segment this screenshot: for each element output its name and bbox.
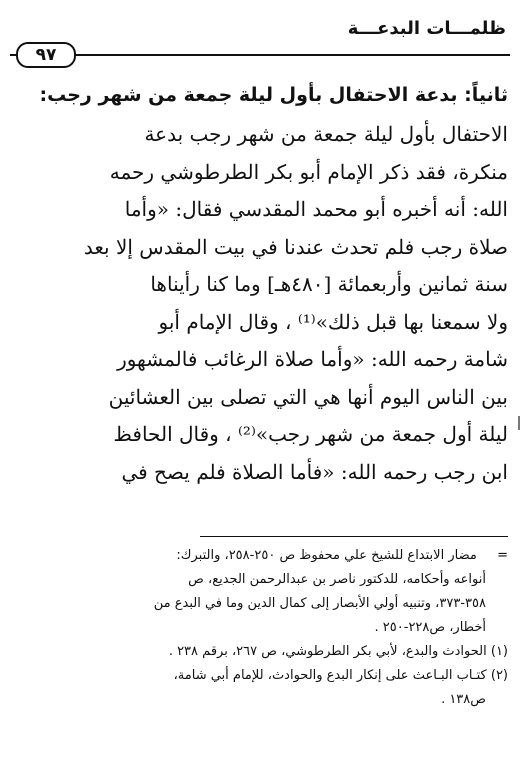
footnote-continuation-text: مضار الابتداع للشيخ علي محفوظ ص ٢٥٠-٢٥٨، والتبرك: [176, 548, 477, 563]
footnote-continuation-line [14, 544, 508, 568]
body-line: سنة ثمانين وأربعمائة [٤٨٠هـ] وما كنا رأيناها [150, 272, 508, 296]
body-line: صلاة رجب فلم تحدث عندنا في بيت المقدس إلا بعد [83, 234, 508, 259]
header-rule [10, 54, 510, 56]
body-line: منكرة، فقد ذكر الإمام أبو بكر الطرطوشي رحمه [109, 159, 508, 184]
page-header [10, 14, 510, 68]
body-line: بين الناس اليوم أنها هي التي تصلى بين العشائين [108, 384, 508, 409]
body-line: ليلة أول جمعة من شهر رجب»⁽²⁾ ، وقال الحافظ [113, 422, 508, 446]
footnote-continuation-line: أنواعه وأحكامه، للدكتور ناصر بن عبدالرحمن الجديع، ص [188, 572, 486, 587]
footnote-2: (٢) كتـاب البـاعث على إنكار البدع والحوادث، للإمام أبي شامة، [173, 668, 508, 683]
body-line: الله: أنه أخبره أبو محمد المقدسي فقال: «وأما [124, 197, 508, 221]
body-line: الاحتفال بأول ليلة جمعة من شهر رجب بدعة [144, 122, 508, 146]
section-heading: ثانياً: بدعة الاحتفال بأول ليلة جمعة من شهر رجب: [39, 84, 508, 106]
body-text [14, 116, 508, 491]
continuation-marker: = [497, 548, 508, 563]
body-line: شامة رحمه الله: «وأما صلاة الرغائب فالمشهور [117, 347, 508, 371]
running-title: ظلمـــات البدعـــة [347, 18, 506, 39]
margin-mark [518, 416, 520, 430]
body-line: ابن رجب رحمه الله: «فأما الصلاة فلم يصح في [121, 459, 508, 484]
footnote-1: (١) الحوادث والبدع، لأبي بكر الطرطوشي، ص ٢٦٧، برقم ٢٣٨ . [168, 644, 508, 659]
page-number: ٩٧ [16, 42, 76, 68]
body-line: ولا سمعنا بها قبل ذلك»⁽¹⁾ ، وقال الإمام أبو [158, 309, 508, 334]
footnotes [14, 544, 508, 712]
footnote-separator [200, 536, 508, 537]
footnote-continuation-line: ٣٥٨-٣٧٣، وتنبيه أولي الأبصار إلى كمال الدين وما في البدع من [153, 596, 486, 611]
footnote-continuation-line: أخطار، ص٢٢٨-٢٥٠ . [374, 620, 486, 635]
footnote-2-continued: ص١٣٨ . [441, 692, 486, 707]
